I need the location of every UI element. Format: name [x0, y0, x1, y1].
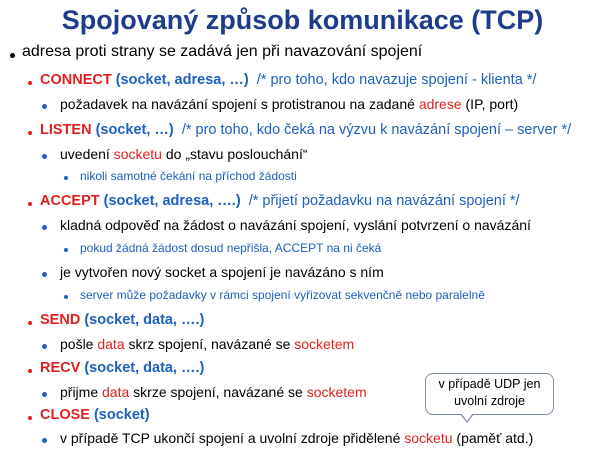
bullet-dot	[42, 392, 47, 397]
send-sub-highlight-data: data	[97, 336, 125, 352]
accept-note-2: server může požadavky v rámci spojení vyřizovat sekvenčně nebo paralelně	[80, 288, 485, 302]
recv-sub-highlight-socket: socketem	[306, 384, 367, 400]
callout-line-2: uvolní zdroje	[454, 394, 525, 408]
connect-params: (socket, adresa, …)	[111, 72, 249, 88]
close-sub	[60, 430, 533, 446]
send-sub-text: pošle	[60, 336, 98, 352]
bullet-dot	[28, 369, 32, 373]
accept-sub-1: kladná odpověď na žádost o navázání spojení, vyslání potvrzení o navázání	[60, 217, 531, 233]
close-item	[40, 407, 150, 423]
recv-item	[40, 360, 204, 376]
close-params: (socket)	[89, 407, 150, 423]
bullet-dot	[42, 272, 47, 277]
send-item	[40, 312, 204, 328]
send-params: (socket, data, ….)	[80, 312, 205, 328]
listen-sub	[60, 146, 308, 162]
close-sub-text-end: (paměť atd.)	[452, 430, 534, 446]
send-sub-text-mid: skrz spojení, navázané se	[124, 336, 295, 352]
accept-keyword: ACCEPT	[40, 193, 100, 209]
listen-sub-text-end: do „stavu poslouchání“	[161, 146, 308, 162]
connect-keyword: CONNECT	[40, 72, 112, 88]
listen-sub-text: uvedení	[60, 146, 114, 162]
recv-sub-text: přijme	[60, 384, 103, 400]
listen-note: nikoli samotné čekání na příchod žádosti	[80, 169, 297, 183]
accept-params: (socket, adresa, ….)	[99, 193, 241, 209]
close-sub-highlight: socketu	[404, 430, 453, 446]
bullet-dot	[28, 202, 32, 206]
accept-sub-2: je vytvořen nový socket a spojení je navázáno s ním	[60, 264, 384, 280]
bullet-dot	[28, 321, 32, 325]
listen-sub-highlight: socketu	[113, 146, 162, 162]
bullet-dot	[42, 154, 47, 159]
recv-keyword: RECV	[40, 360, 81, 376]
recv-params: (socket, data, ….)	[80, 360, 205, 376]
recv-sub-highlight-data: data	[102, 384, 130, 400]
send-sub-highlight-socket: socketem	[294, 336, 355, 352]
send-sub	[60, 336, 354, 352]
accept-comment: /* přijetí požadavku na navázání spojení */	[248, 193, 520, 209]
bullet-dot	[64, 248, 68, 252]
bullet-dot	[42, 104, 47, 109]
recv-sub	[60, 384, 367, 400]
accept-item	[40, 193, 520, 209]
connect-sub-text-end: (IP, port)	[461, 96, 519, 112]
bullet-dot	[64, 295, 68, 299]
listen-keyword: LISTEN	[40, 122, 92, 138]
bullet-dot	[28, 416, 32, 420]
bullet-dot	[42, 225, 47, 230]
intro-text: adresa proti strany se zadává jen při navazování spojení	[22, 43, 423, 60]
recv-sub-text-mid: skrze spojení, navázané se	[129, 384, 307, 400]
callout-line-1: v případě UDP jen	[438, 377, 541, 391]
bullet-dot	[28, 81, 32, 85]
connect-sub-text: požadavek na navázání spojení s protistranou na zadané	[60, 96, 419, 112]
listen-params: (socket, …)	[91, 122, 174, 138]
connect-sub	[60, 96, 518, 112]
connect-sub-highlight: adrese	[418, 96, 462, 112]
close-keyword: CLOSE	[40, 407, 90, 423]
connect-item	[40, 72, 536, 88]
bullet-dot	[28, 131, 32, 135]
accept-note-1: pokud žádná žádost dosud nepřišla, ACCEPT na ni čeká	[80, 241, 382, 255]
close-sub-text: v případě TCP ukončí spojení a uvolní zdroje přidělené	[60, 430, 405, 446]
bullet-dot	[42, 438, 47, 443]
listen-item	[40, 122, 571, 138]
listen-comment: /* pro toho, kdo čeká na výzvu k navázání spojení – server */	[181, 122, 572, 138]
bullet-dot	[64, 176, 68, 180]
bullet-dot	[10, 53, 15, 58]
callout-tail-inner	[461, 413, 473, 421]
udp-callout	[425, 373, 554, 415]
bullet-dot	[42, 344, 47, 349]
slide-title: Spojovaný způsob komunikace (TCP)	[61, 5, 544, 35]
connect-comment: /* pro toho, kdo navazuje spojení - klienta */	[256, 72, 537, 88]
send-keyword: SEND	[40, 312, 81, 328]
